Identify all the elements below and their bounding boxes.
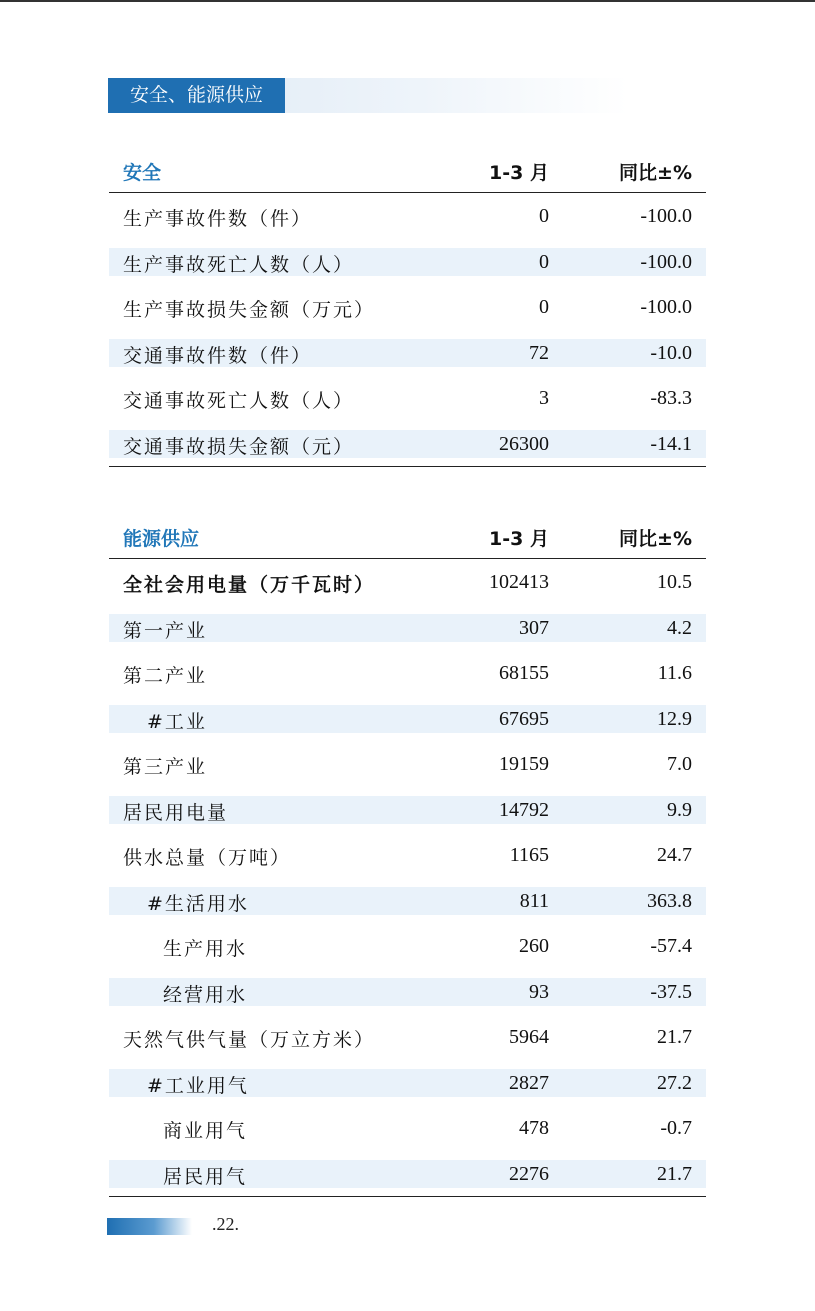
row-label: 生产事故死亡人数（人） — [123, 253, 355, 276]
energy-table-header — [109, 514, 706, 559]
table-row — [109, 330, 706, 376]
row-period-value: 0 — [539, 250, 549, 273]
table-row — [109, 193, 706, 239]
row-yoy-value: 21.7 — [657, 1026, 692, 1048]
row-yoy-value: 10.5 — [657, 571, 692, 593]
energy-table — [109, 514, 706, 1197]
energy-header-yoy: 同比±% — [619, 528, 692, 550]
row-label: 供水总量（万吨） — [123, 847, 292, 869]
row-period-value: 14792 — [499, 798, 549, 821]
table-row — [109, 741, 706, 787]
row-label: #工业用气 — [147, 1074, 249, 1097]
safety-header-yoy: 同比±% — [619, 162, 692, 184]
table-row — [109, 559, 706, 605]
row-label: 第三产业 — [123, 756, 208, 778]
table-row — [109, 650, 706, 696]
table-row — [109, 605, 706, 651]
top-rule — [0, 0, 815, 2]
row-period-value: 3 — [539, 387, 549, 409]
footer-accent-bar — [107, 1218, 192, 1235]
row-period-value: 0 — [539, 205, 549, 227]
row-yoy-value: 21.7 — [657, 1162, 692, 1185]
row-period-value: 478 — [519, 1117, 549, 1139]
row-period-value: 0 — [539, 296, 549, 318]
row-yoy-value: -83.3 — [650, 387, 692, 409]
safety-table-header — [109, 148, 706, 193]
section-title: 安全、能源供应 — [108, 78, 285, 113]
safety-table — [109, 148, 706, 467]
table-row — [109, 421, 706, 467]
safety-header-name: 安全 — [123, 162, 162, 184]
row-label: 交通事故死亡人数（人） — [123, 390, 355, 412]
energy-table-body — [109, 559, 706, 1197]
row-label: 生产事故件数（件） — [123, 208, 313, 230]
row-period-value: 1165 — [509, 844, 549, 866]
row-label: 居民用电量 — [123, 801, 229, 824]
row-yoy-value: -10.0 — [650, 341, 692, 364]
row-yoy-value: 7.0 — [667, 753, 692, 775]
row-yoy-value: -0.7 — [660, 1117, 692, 1139]
row-label: 居民用气 — [163, 1165, 248, 1188]
row-label: 天然气供气量（万立方米） — [123, 1029, 376, 1051]
table-row — [109, 969, 706, 1015]
row-period-value: 260 — [519, 935, 549, 957]
row-label: 生产用水 — [163, 938, 248, 960]
table-row — [109, 284, 706, 330]
table-row — [109, 832, 706, 878]
row-period-value: 72 — [529, 341, 549, 364]
row-yoy-value: 363.8 — [647, 889, 692, 912]
row-yoy-value: 24.7 — [657, 844, 692, 866]
row-yoy-value: -100.0 — [640, 250, 692, 273]
row-period-value: 307 — [519, 616, 549, 639]
row-yoy-value: 4.2 — [667, 616, 692, 639]
table-row — [109, 375, 706, 421]
row-yoy-value: -37.5 — [650, 980, 692, 1003]
row-period-value: 68155 — [499, 662, 549, 684]
row-label: #生活用水 — [147, 892, 249, 915]
table-row — [109, 878, 706, 924]
table-row — [109, 1014, 706, 1060]
row-label: 第一产业 — [123, 619, 208, 642]
row-period-value: 93 — [529, 980, 549, 1003]
row-period-value: 811 — [519, 889, 549, 912]
section-banner — [108, 78, 628, 113]
row-yoy-value: -100.0 — [640, 296, 692, 318]
table-row — [109, 1060, 706, 1106]
energy-header-period: 1-3 月 — [489, 528, 549, 550]
row-yoy-value: -57.4 — [650, 935, 692, 957]
row-period-value: 2276 — [509, 1162, 549, 1185]
row-label: 交通事故件数（件） — [123, 344, 313, 367]
row-period-value: 5964 — [509, 1026, 549, 1048]
energy-header-name: 能源供应 — [123, 528, 200, 550]
row-yoy-value: 27.2 — [657, 1071, 692, 1094]
safety-header-period: 1-3 月 — [489, 162, 549, 184]
row-period-value: 19159 — [499, 753, 549, 775]
safety-table-body — [109, 193, 706, 467]
row-label: 第二产业 — [123, 665, 208, 687]
page-number: .22. — [212, 1214, 239, 1234]
row-label: #工业 — [147, 710, 207, 733]
row-label: 生产事故损失金额（万元） — [123, 299, 376, 321]
row-period-value: 102413 — [489, 571, 549, 593]
row-period-value: 2827 — [509, 1071, 549, 1094]
row-period-value: 67695 — [499, 707, 549, 730]
row-label: 交通事故损失金额（元） — [123, 435, 355, 458]
row-yoy-value: 9.9 — [667, 798, 692, 821]
table-row — [109, 923, 706, 969]
row-label: 经营用水 — [163, 983, 248, 1006]
table-row — [109, 1105, 706, 1151]
row-period-value: 26300 — [499, 432, 549, 455]
row-yoy-value: 12.9 — [657, 707, 692, 730]
table-row — [109, 1151, 706, 1197]
row-label: 商业用气 — [163, 1120, 248, 1142]
row-yoy-value: -100.0 — [640, 205, 692, 227]
row-yoy-value: -14.1 — [650, 432, 692, 455]
table-row — [109, 696, 706, 742]
table-row — [109, 239, 706, 285]
row-yoy-value: 11.6 — [657, 662, 692, 684]
row-label: 全社会用电量（万千瓦时） — [123, 574, 376, 596]
table-row — [109, 787, 706, 833]
